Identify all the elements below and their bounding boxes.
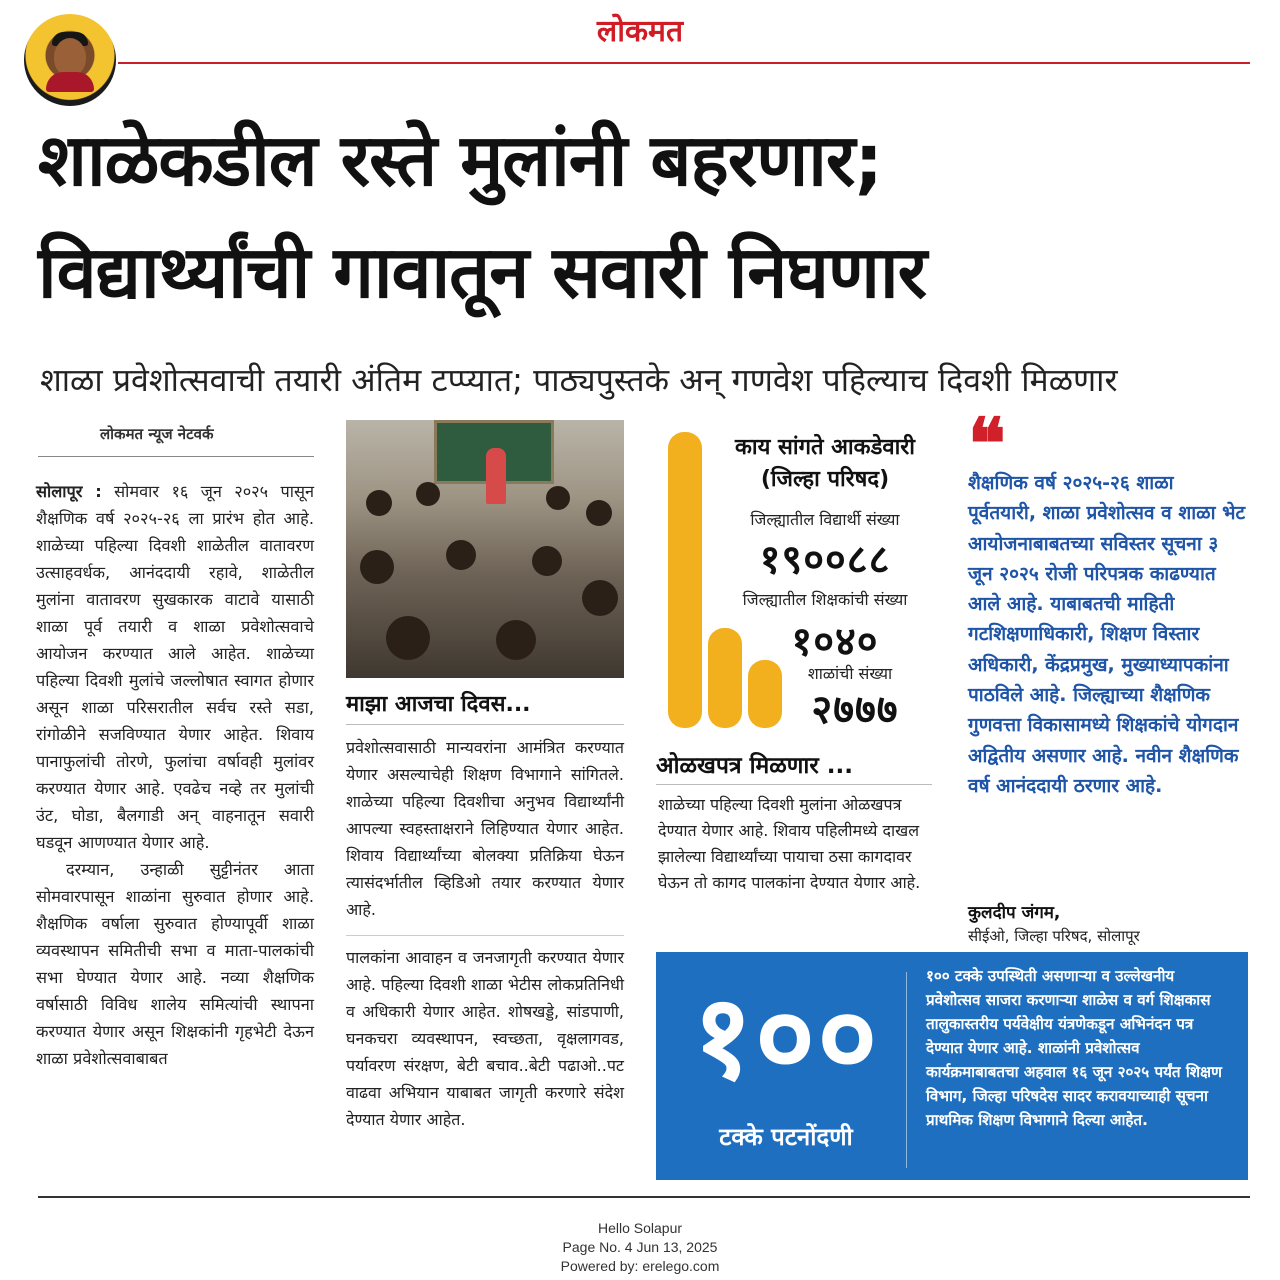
col2-paragraph-1: प्रवेशोत्सवासाठी मान्यवरांना आमंत्रित करण्यात येणार असल्याचेही शिक्षण विभागाने सांगितले. शाळेच्या पहिल्या दिवशीचा अनुभव विद्यार्थ्यांनी आपल्या स्वहस्ताक्षराने लिहिण्यात येणार आहेत. शिवाय विद्यार्थ्यांच्या बोलक्या प्रतिक्रिया घेऊन त्यासंदर्भातील व्हिडिओ तयार करण्यात येणार आहे. bbox=[346, 738, 624, 919]
student-head bbox=[582, 580, 618, 616]
classroom-photo bbox=[346, 420, 624, 678]
stats-title bbox=[720, 432, 930, 496]
quote-author-name: कुलदीप जंगम, bbox=[968, 903, 1061, 923]
student-head bbox=[532, 546, 562, 576]
footer-powered-by: Powered by: erelego.com bbox=[560, 1258, 720, 1274]
byline-rule bbox=[38, 456, 314, 457]
headline-line-1: शाळेकडील रस्ते मुलांनी बहरणार; bbox=[38, 118, 883, 202]
stat-label-students: जिल्ह्यातील विद्यार्थी संख्या bbox=[750, 510, 900, 529]
section-rule bbox=[346, 724, 624, 725]
enrollment-big-number: १०० bbox=[692, 970, 880, 1105]
student-head bbox=[386, 616, 430, 660]
byline: लोकमत न्यूज नेटवर्क bbox=[100, 425, 214, 443]
enrollment-paragraph: १०० टक्के उपस्थिती असणाऱ्या व उल्लेखनीय प्रवेशोत्सव साजरा करणाऱ्या शाळेस व वर्ग शिक्षकास तालुकास्तरीय पर्यवेक्षीय यंत्रणेकडून अभिनंदन पत्र देण्यात येणार आहे. शाळांनी प्रवेशोत्सव कार्यक्रमाबाबतचा अहवाल १६ जून २०२५ पर्यंत शिक्षण विभाग, जिल्हा परिषदेस सादर करावयाच्याही सूचना प्राथमिक शिक्षण विभागाने दिल्या आहेत. bbox=[926, 967, 1222, 1129]
section-title-id-card: ओळखपत्र मिळणार ... bbox=[656, 753, 853, 779]
teacher-figure bbox=[486, 448, 506, 504]
student-head bbox=[496, 620, 536, 660]
stat-label-teachers: जिल्ह्यातील शिक्षकांची संख्या bbox=[742, 590, 908, 609]
student-head bbox=[446, 540, 476, 570]
student-head bbox=[366, 490, 392, 516]
section-rule bbox=[656, 784, 932, 785]
student-head bbox=[586, 500, 612, 526]
ceo-quote: शैक्षणिक वर्ष २०२५-२६ शाळा पूर्वतयारी, शाळा प्रवेशोत्सव व शाळा भेट आयोजनाबाबतच्या सविस्तर सूचना ३ जून २०२५ रोजी परिपत्रक काढण्यात आले आहे. याबाबतची माहिती गटशिक्षणाधिकारी, शिक्षण विस्तार अधिकारी, केंद्रप्रमुख, मुख्याध्यापकांना पाठविले आहे. जिल्ह्याच्या शैक्षणिक गुणवत्ता विकासामध्ये शिक्षकांचे योगदान अद्वितीय असणार आहे. नवीन शैक्षणिक वर्ष आनंददायी ठरणार आहे. bbox=[968, 472, 1246, 797]
stats-bar-medium bbox=[708, 628, 742, 728]
header-rule bbox=[118, 62, 1250, 64]
article-column-2 bbox=[346, 734, 624, 1133]
article-column-1 bbox=[36, 478, 314, 1072]
col1-paragraph-2: दरम्यान, उन्हाळी सुट्टीनंतर आता सोमवारपासून शाळांना सुरुवात होणार आहे. शैक्षणिक वर्षाला सुरुवात होण्यापूर्वी शाळा व्यवस्थापन समितीची सभा व माता-पालकांची सभा घेण्यात येणार आहे. नव्या शैक्षणिक वर्षासाठी विविध शालेय समित्यांची स्थापना करण्यात येणार असून शिक्षकांनी गृहभेटी देऊन शाळा प्रवेशोत्सवाबाबत bbox=[36, 860, 314, 1068]
footer-rule bbox=[38, 1196, 1250, 1198]
dateline: सोलापूर : bbox=[36, 482, 102, 501]
stats-title-line-2: (जिल्हा परिषद) bbox=[760, 467, 890, 492]
col2-paragraph-2: पालकांना आवाहन व जनजागृती करण्यात येणार आहे. पहिल्या दिवशी शाळा भेटीस लोकप्रतिनिधी व अधिकारी येणार आहेत. शोषखड्डे, सांडपाणी, घनकचरा व्यवस्थापन, स्वच्छता, वृक्षलागवड, पर्यावरण संरक्षण, बेटी बचाव..बेटी पढाओ..पट वाढवा अभियान याबाबत जागृती करणारे संदेश देण्यात येणार आहेत. bbox=[346, 948, 624, 1129]
badge-shirt bbox=[46, 72, 94, 92]
headline-line-2: विद्यार्थ्यांची गावातून सवारी निघणार bbox=[38, 230, 927, 314]
box-divider bbox=[906, 972, 907, 1168]
badge-face bbox=[54, 38, 86, 76]
stats-bar-tall bbox=[668, 432, 702, 728]
id-card-paragraph: शाळेच्या पहिल्या दिवशी मुलांना ओळखपत्र देण्यात येणार आहे. शिवाय पहिलीमध्ये दाखल झालेल्या विद्यार्थ्यांच्या पायाचा ठसा कागदावर घेऊन तो कागद पालकांना देण्यात येणार आहे. bbox=[658, 795, 921, 892]
stats-bar-short bbox=[748, 660, 782, 728]
stat-value-schools: २७७७ bbox=[811, 687, 899, 733]
stat-label-schools: शाळांची संख्या bbox=[807, 664, 893, 683]
stats-title-line-1: काय सांगते आकडेवारी bbox=[735, 435, 915, 460]
section-title-my-day: माझा आजचा दिवस... bbox=[346, 692, 531, 717]
stat-value-students: १९००८८ bbox=[759, 537, 891, 583]
col1-paragraph-1: सोमवार १६ जून २०२५ पासून शैक्षणिक वर्ष २०२५-२६ ला प्रारंभ होत आहे. शाळेच्या पहिल्या दिवशी शाळेतील वातावरण उत्साहवर्धक, आनंददायी रहावे, शाळेतील मुलांना वातावरण सुखकारक वाटावे यासाठी शाळा पूर्व तयारी व शाळा प्रवेशोत्सवाचे आयोजन करण्यात आले आहेत. शाळेच्या पहिल्या दिवशी मुलांचे जल्लोषात स्वागत होणार असून शाळा परिसरातील सर्वच रस्ते सडा, रांगोळीने सजविण्यात येणार आहेत. शिवाय पानाफुलांची तोरणे, फुलांचा वर्षावही मुलांवर करण्यात येणार आहे. एवढेच नव्हे तर मुलांची उंट, घोडा, बैलगाडी अन् वाहनातून सवारी घडवून आणण्यात येणार आहे. bbox=[36, 482, 314, 852]
footer-edition: Hello Solapur bbox=[597, 1220, 683, 1236]
paragraph-divider bbox=[346, 935, 624, 936]
footer-page-date: Page No. 4 Jun 13, 2025 bbox=[562, 1239, 718, 1255]
stat-value-teachers: १०४० bbox=[791, 619, 879, 665]
student-head bbox=[416, 482, 440, 506]
student-head bbox=[360, 550, 394, 584]
newspaper-logo: लोकमत bbox=[596, 14, 684, 49]
profile-badge bbox=[24, 14, 116, 106]
subheadline: शाळा प्रवेशोत्सवाची तयारी अंतिम टप्प्यात; पाठ्यपुस्तके अन् गणवेश पहिल्याच दिवशी मिळणार bbox=[40, 361, 1118, 399]
student-head bbox=[546, 486, 570, 510]
quote-author-role: सीईओ, जिल्हा परिषद, सोलापूर bbox=[968, 927, 1140, 945]
quote-mark-icon: ❝ bbox=[968, 402, 1006, 485]
enrollment-label: टक्के पटनोंदणी bbox=[719, 1123, 853, 1151]
